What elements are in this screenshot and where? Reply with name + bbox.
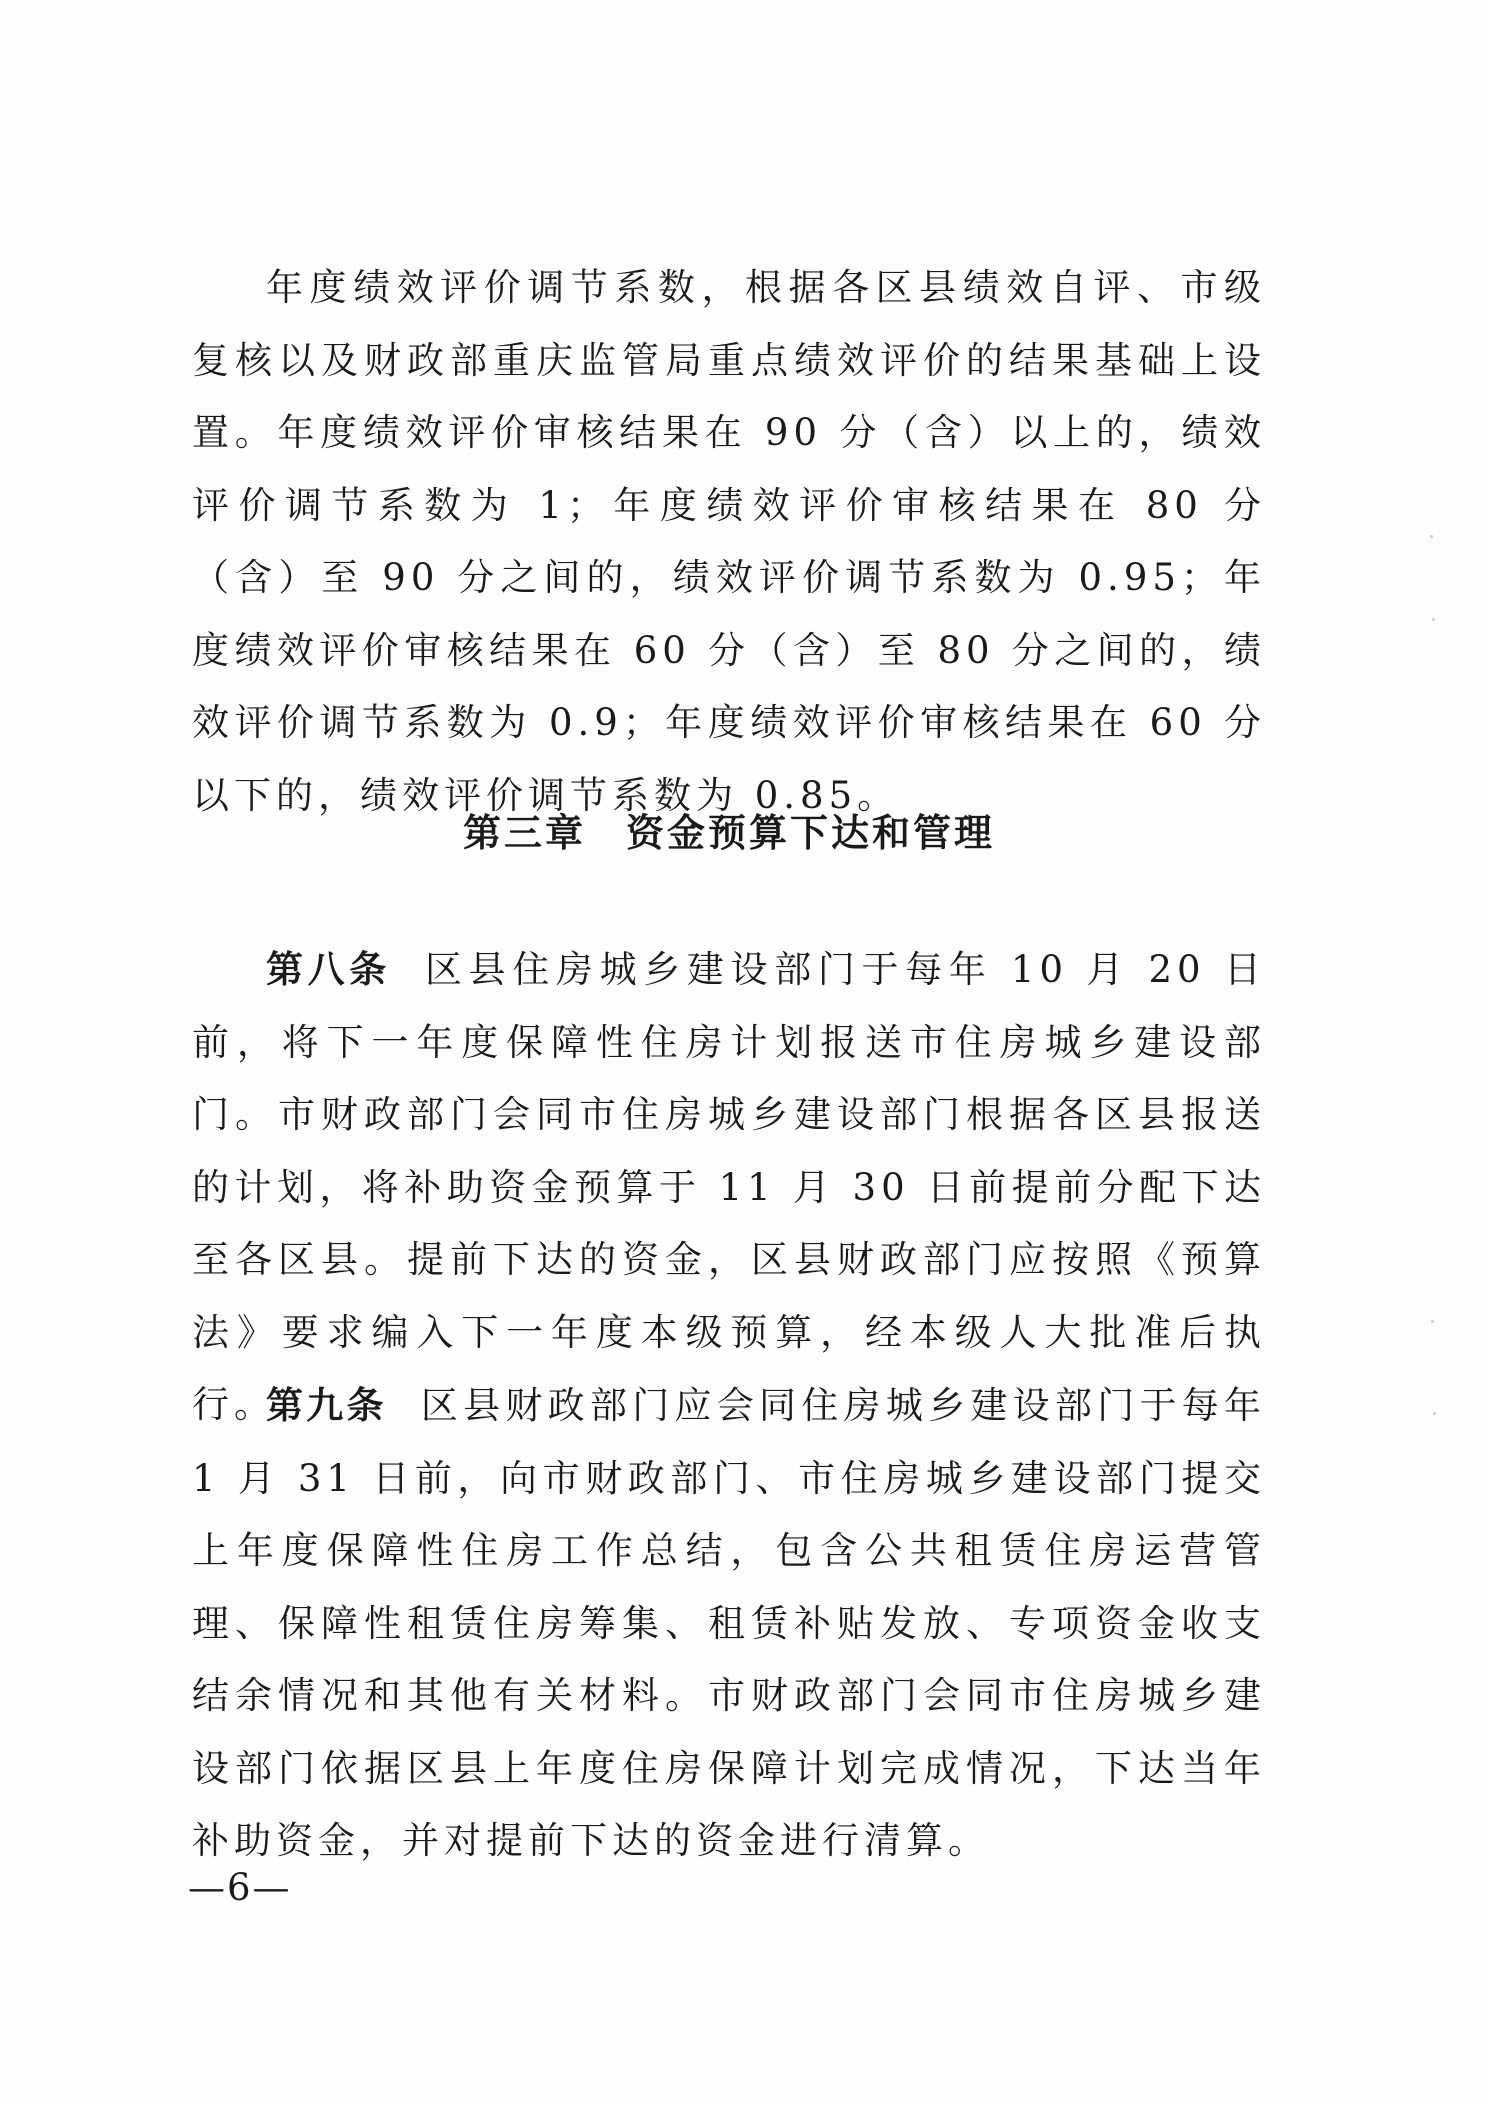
chapter-heading (192, 802, 1266, 857)
article-9-label: 第九条 (266, 1384, 387, 1427)
article-9 (192, 1370, 1266, 1878)
scan-speck (1433, 1412, 1436, 1415)
scan-speck (1431, 1320, 1434, 1323)
article-8-text: 区县住房城乡建设部门于每年 10 月 20 日前，将下一年度保障性住房计划报送市住房城乡建设部门。市财政部门会同市住房城乡建设部门根据各区县报送的计划，将补助资金预算于 11 月 30 日前提前分配下达至各区县。提前下达的资金，区县财政部门应按照《预算法》要求编入下一年度本级预算，经本级人大批准后执行。 (192, 948, 1266, 1426)
chapter-title: 资金预算下达和管理 (626, 811, 996, 855)
article-9-block (192, 1370, 1266, 1878)
paragraph-block-1 (192, 252, 1266, 832)
article-8-block (192, 934, 1266, 1442)
scan-speck (1432, 618, 1435, 621)
article-8 (192, 934, 1266, 1442)
paragraph-performance-coefficient: 年度绩效评价调节系数，根据各区县绩效自评、市级复核以及财政部重庆监管局重点绩效评价的结果基础上设置。年度绩效评价审核结果在 90 分（含）以上的，绩效评价调节系数为 1；年度绩效评价审核结果在 80 分（含）至 90 分之间的，绩效评价调节系数为 0.95；年度绩效评价审核结果在 60 分（含）至 80 分之间的，绩效评价调节系数为 0.9；年度绩效评价审核结果在 60 分以下的，绩效评价调节系数为 0.85。 (192, 266, 1266, 817)
page-number: —6— (188, 1866, 292, 1909)
chapter-number: 第三章 (462, 811, 586, 855)
article-9-text: 区县财政部门应会同住房城乡建设部门于每年 1 月 31 日前，向市财政部门、市住房城乡建设部门提交上年度保障性住房工作总结，包含公共租赁住房运营管理、保障性租赁住房筹集、租赁补贴发放、专项资金收支结余情况和其他有关材料。市财政部门会同市住房城乡建设部门依据区县上年度住房保障计划完成情况，下达当年补助资金，并对提前下达的资金进行清算。 (192, 1384, 1267, 1862)
article-8-label: 第八条 (266, 948, 391, 991)
scan-speck (1430, 535, 1433, 538)
